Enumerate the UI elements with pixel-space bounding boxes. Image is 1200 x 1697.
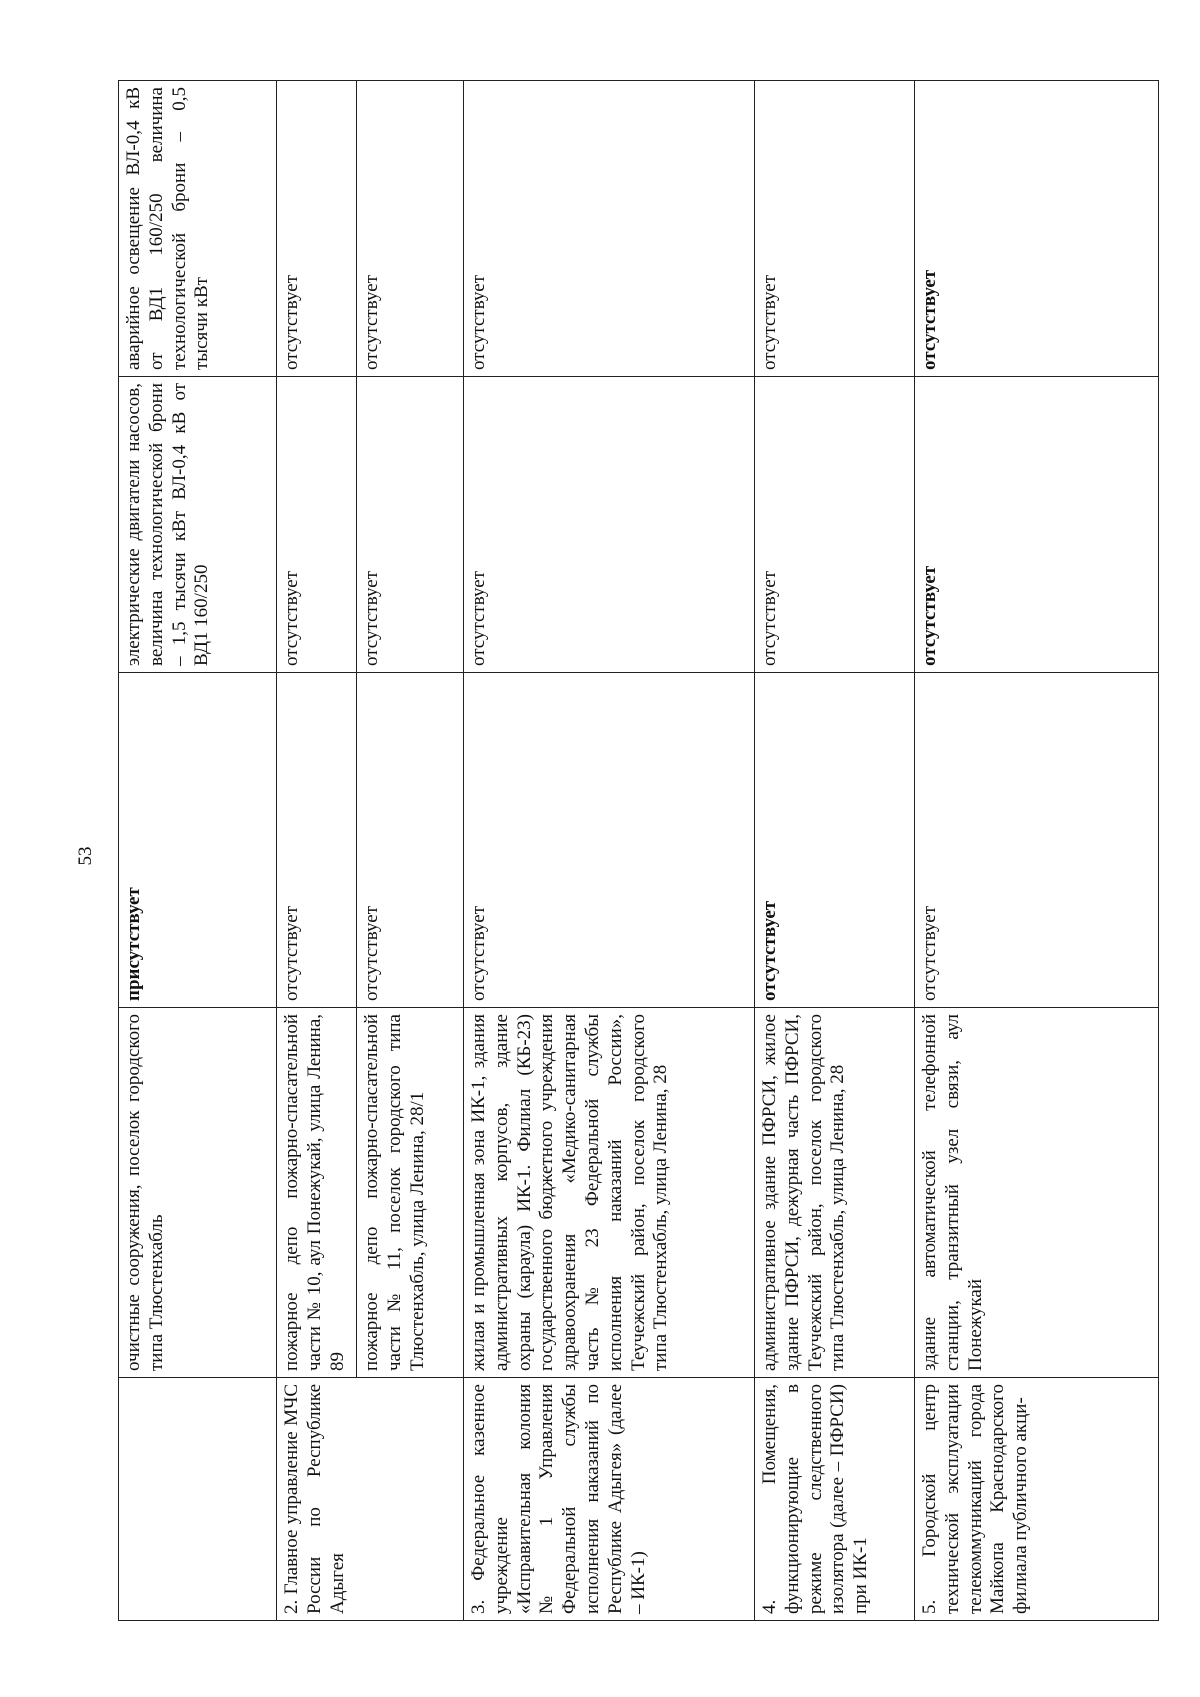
- emergency-reserve-cell: отсутствует: [464, 81, 755, 377]
- object-cell: пожарное депо пожарно-спасательной части № 11, поселок городского типа Тлюстенхабль, улица Ленина, 28/1: [357, 1008, 464, 1378]
- object-cell: очистные сооружения, поселок городского типа Тлюстенхабль: [119, 1008, 277, 1378]
- table-row: [755, 81, 915, 1621]
- page-number: 53: [75, 846, 96, 866]
- org-cell: 4. Помещения, функционирующие в режиме следственного изолятора (далее – ПФРСИ) при ИК-1: [755, 1378, 915, 1621]
- presence-cell: отсутствует: [357, 673, 464, 1008]
- presence-cell: отсутствует: [277, 673, 357, 1008]
- emergency-reserve-cell: отсутствует: [755, 81, 915, 377]
- presence-cell: присутствует: [119, 673, 277, 1008]
- tech-reserve-cell: отсутствует: [915, 377, 1159, 673]
- tech-reserve-cell: отсутствует: [277, 377, 357, 673]
- tech-reserve-cell: электрические двигатели насосов, величина технологической брони – 1,5 тысячи кВт ВЛ-0,4 кВ от ВД1 160/250: [119, 377, 277, 673]
- object-cell: здание автоматической телефонной станции, транзитный узел связи, аул Понежукай: [915, 1008, 1159, 1378]
- presence-cell: отсутствует: [464, 673, 755, 1008]
- emergency-reserve-cell: аварийное освещение ВЛ-0,4 кВ от ВД1 160/250 величина технологической брони – 0,5 тысячи кВт: [119, 81, 277, 377]
- org-cell: 2. Главное управление МЧС России по Республике Адыгея: [277, 1378, 464, 1621]
- table-row: [915, 81, 1159, 1621]
- org-cell: [119, 1378, 277, 1621]
- object-cell: административное здание ПФРСИ, жилое здание ПФРСИ, дежурная часть ПФРСИ, Теучежский район, поселок городского типа Тлюстенхабль, улица Ленина, 28: [755, 1008, 915, 1378]
- table-row: [464, 81, 755, 1621]
- org-cell: 5. Городской центр технической эксплуатации телекоммуникаций города Майкопа Краснодарского филиала публичного акци-: [915, 1378, 1159, 1621]
- tech-reserve-cell: отсутствует: [464, 377, 755, 673]
- emergency-reserve-cell: отсутствует: [357, 81, 464, 377]
- org-cell: 3. Федеральное казенное учреждение «Исправительная колония № 1 Управления Федеральной службы исполнения наказаний по Республике Адыгея» (далее – ИК-1): [464, 1378, 755, 1621]
- rotated-table-container: [118, 81, 1158, 1621]
- table-row: [277, 81, 357, 1621]
- tech-reserve-cell: отсутствует: [755, 377, 915, 673]
- emergency-reserve-cell: отсутствует: [277, 81, 357, 377]
- presence-cell: отсутствует: [915, 673, 1159, 1008]
- presence-cell: отсутствует: [755, 673, 915, 1008]
- tech-reserve-cell: отсутствует: [357, 377, 464, 673]
- object-cell: жилая и промышленная зона ИК-1, здания административных корпусов, здание охраны (караула) ИК-1. Филиал (КБ-23) государственного бюджетного учреждения здравоохранения «Медико-санитарная часть № 23 Федеральной службы исполнения наказаний России», Теучежский район, поселок городского типа Тлюстенхабль, улица Ленина, 28: [464, 1008, 755, 1378]
- table-row: [119, 81, 277, 1621]
- object-cell: пожарное депо пожарно-спасательной части № 10, аул Понежукай, улица Ленина, 89: [277, 1008, 357, 1378]
- emergency-reserve-cell: отсутствует: [915, 81, 1159, 377]
- facilities-table: [118, 80, 1159, 1621]
